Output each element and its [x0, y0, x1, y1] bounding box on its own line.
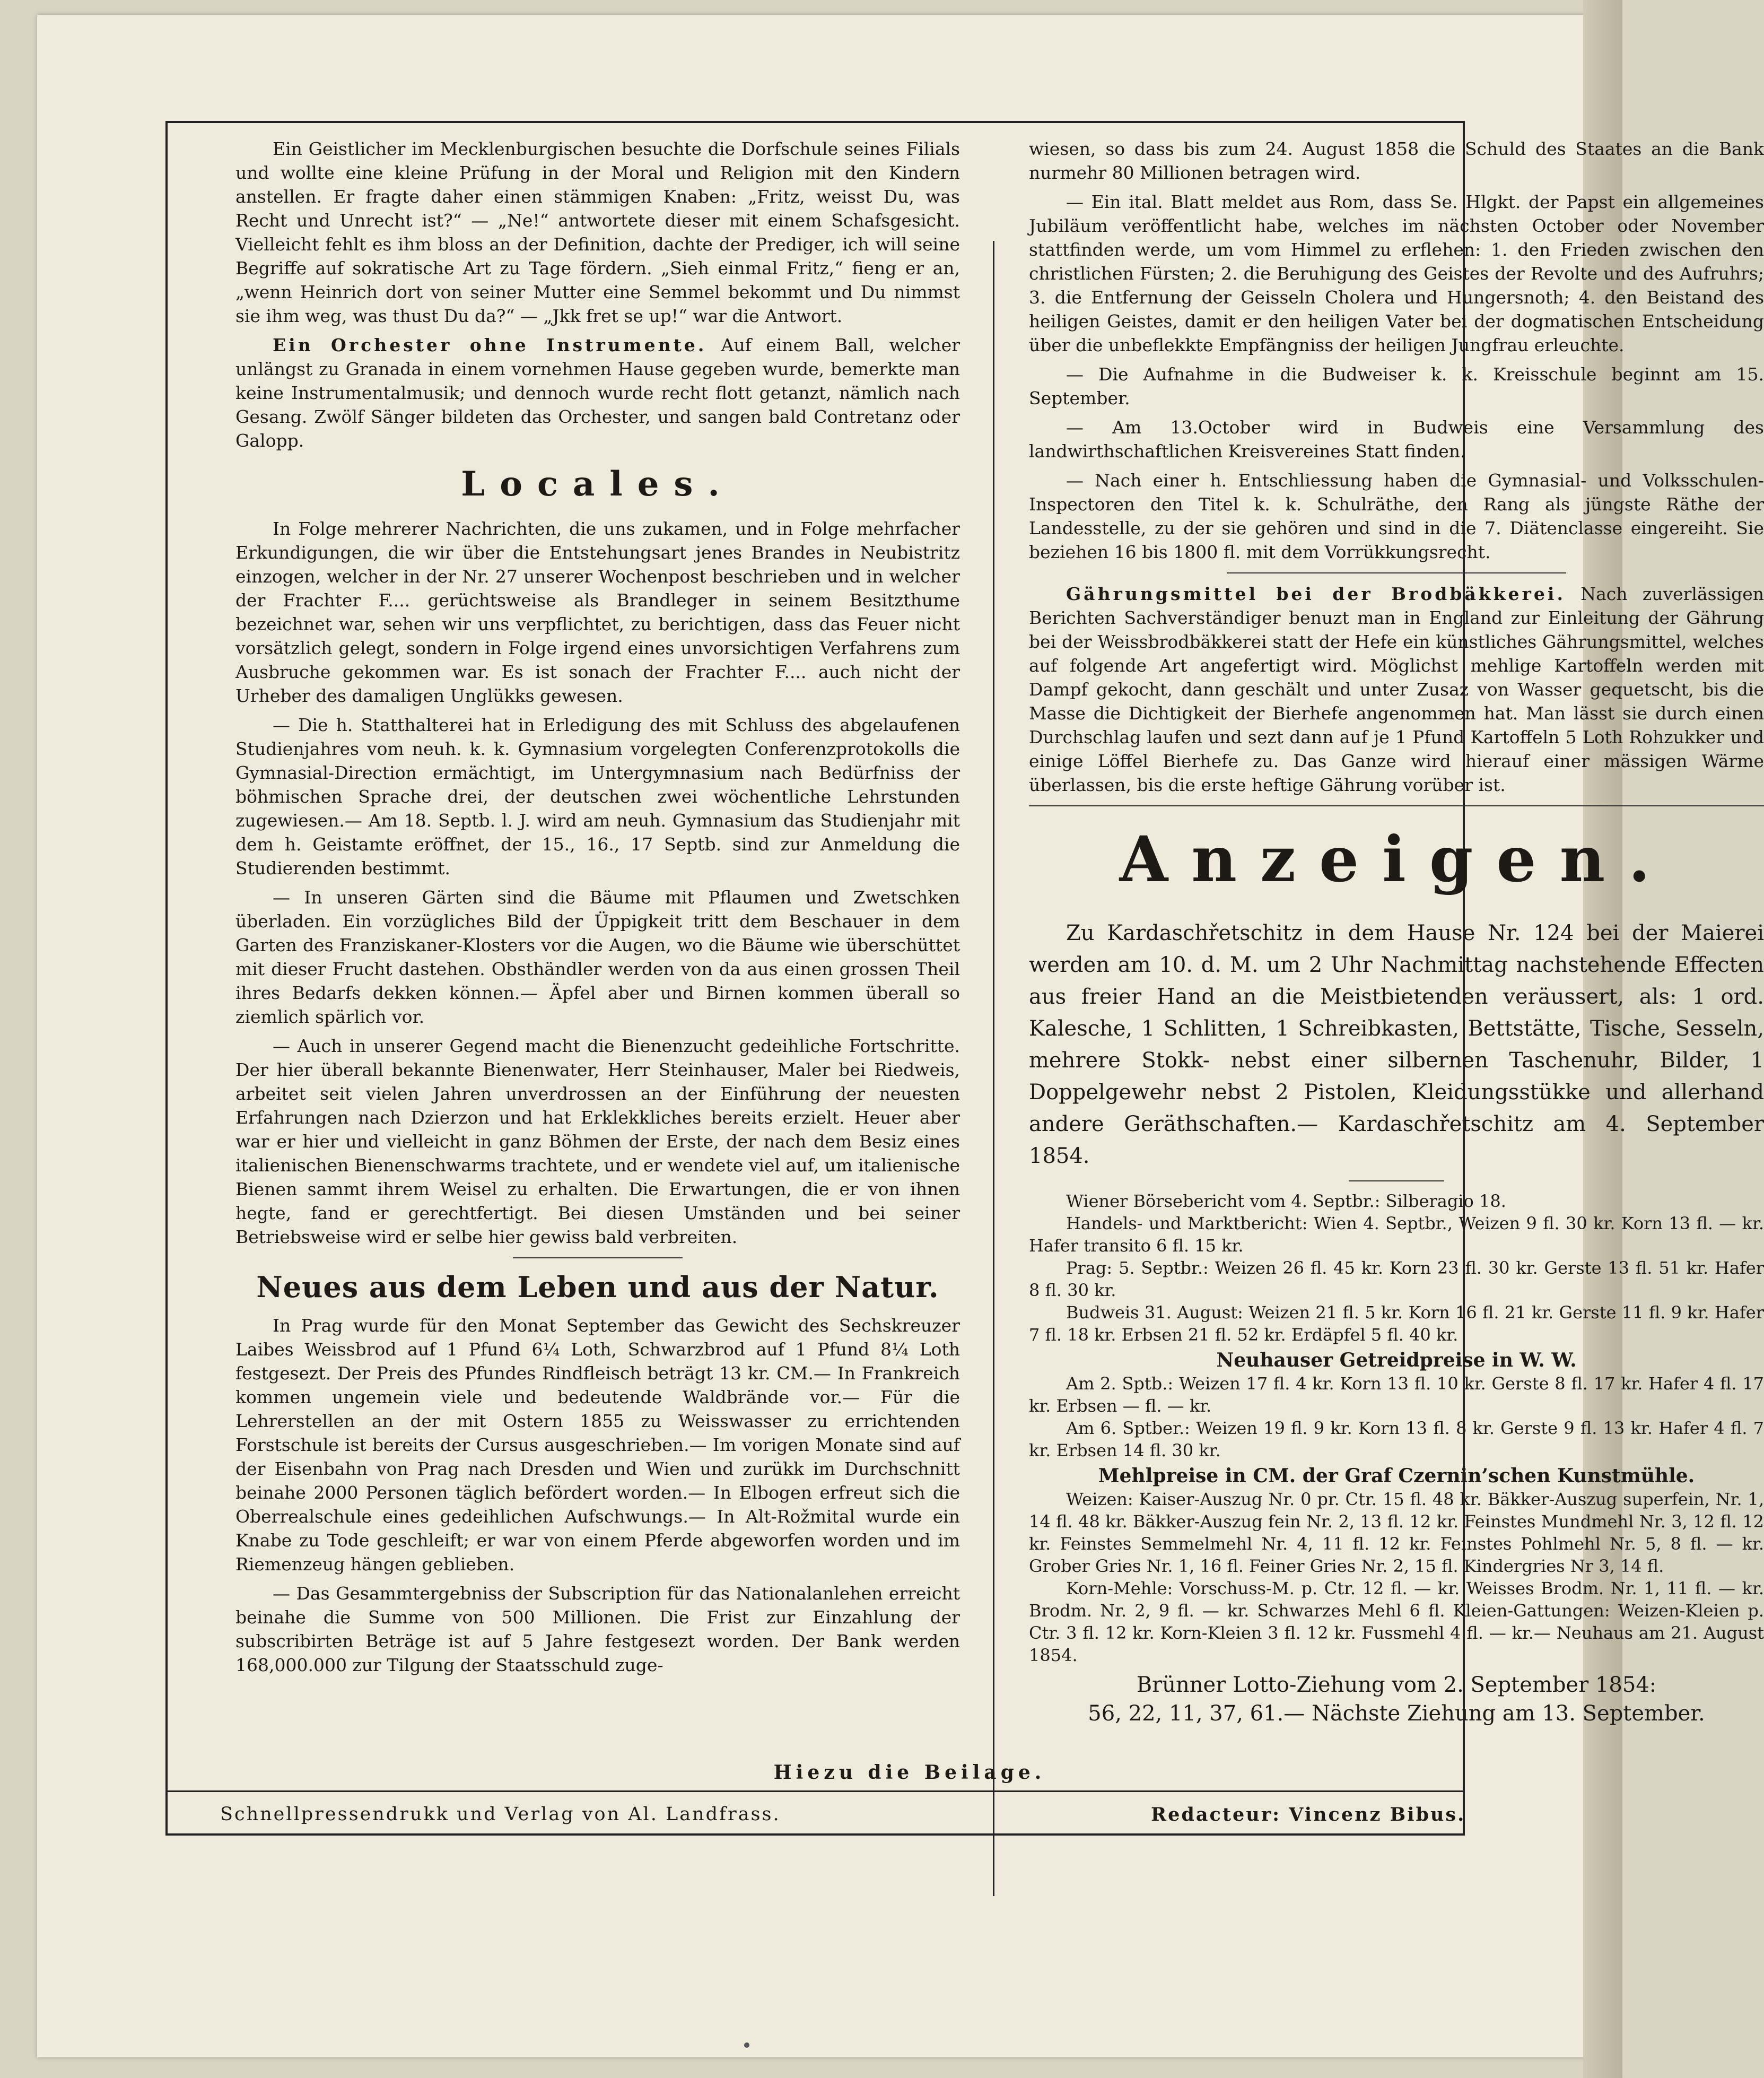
footer-rule	[165, 1790, 1465, 1792]
section-divider	[1029, 805, 1764, 806]
orchester-lead: Ein Orchester ohne Instrumente.	[273, 335, 707, 355]
locales-brand: In Folge mehrerer Nachrichten, die uns zukamen, und in Folge mehrfacher Erkundigungen, die wir über die Entstehungsart jenes Brandes in Neubistritz einzogen, welcher in der Nr. 27 unserer Wochenpost beschrieben und in welcher der Frachter F.... gerüchtsweise als Brandleger in seinem Besitzthume bezeichnet war, sehen wir uns verpflichtet, zu berichtigen, dass das Feuer nicht vorsätzlich gelegt, sondern in Folge irgend eines unvorsichtigen Verfahrens zum Ausbruche gekommen war. Es ist sonach der Frachter F.... auch nicht der Urheber des damaligen Unglükks gewesen.	[235, 518, 960, 706]
left-column	[235, 137, 967, 1682]
printer-imprint: Schnellpressendrukk und Verlag von Al. Landfrass.	[220, 1804, 781, 1825]
editor-imprint: Redacteur: Vincenz Bibus.	[1151, 1804, 1466, 1825]
neuhauser-6-sept: Am 6. Sptber.: Weizen 19 fl. 9 kr. Korn 13 fl. 8 kr. Gerste 9 fl. 13 kr. Hafer 4 fl. 7 kr. Erbsen 14 fl. 30 kr.	[1029, 1418, 1764, 1460]
neues-prag: In Prag wurde für den Monat September das Gewicht des Sechskreuzer Laibes Weissbrod auf 1 Pfund 6¼ Loth, Schwarzbrod auf 1 Pfund 8¼ Loth festgesezt. Der Preis des Pfundes Rindfleisch beträgt 13 kr. CM.— In Frankreich kommen ungemein viele und bedeutende Waldbrände vor.— Für die Lehrerstellen an der mit Ostern 1855 zu Weisswasser zu errichtenden Forstschule ist bereits der Cursus ausgeschrieben.— Im vorigen Monate sind auf der Eisenbahn von Prag nach Dresden und Wien und zurükk im Durchschnitt beinahe 2000 Personen täglich befördert worden.— In Elbogen erfreut sich die Oberrealschule eines gedeihlichen Aufschwungs.— In Alt-Rožmital wurde ein Knabe zu Tode geschleift; er war von einem Pferde abgeworfen worden und im Riemenzeug hängen geblieben.	[235, 1315, 960, 1575]
ad-auction: Zu Kardaschřetschitz in dem Hause Nr. 124 bei der Maierei werden am 10. d. M. um 2 Uhr Nachmittag nachstehende Effecten aus freier Hand an die Meistbietenden veräussert, als: 1 ord. Kalesche, 1 Schlitten, 1 Schreibkasten, Bettstätte, Tische, Sesseln, mehrere Stokk- nebst einer silbernen Taschenuhr, Bilder, 1 Doppelgewehr nebst 2 Pistolen, Kleidungsstükke und allerhand andere Geräthschaften.— Kardaschřetschitz am 4. September 1854.	[1029, 921, 1764, 1168]
right-column	[1021, 137, 1764, 1728]
neues-nationalanlehen: — Das Gesammtergebniss der Subscription für das Nationalanlehen erreicht beinahe die Summe von 500 Millionen. Die Frist zur Einzahlung der subscribirten Beträge ist auf 5 Jahre festgesezt worden. Der Bank werden 168,000.000 zur Tilgung der Staatsschuld zuge-	[235, 1583, 960, 1675]
news-schulraethe: — Nach einer h. Entschliessung haben die Gymnasial- und Volksschulen-Inspectoren den Titel k. k. Schulräthe, den Rang als jüngste Räthe der Landesstelle, zu der sie gehören und sind in die 7. Diätenclasse eingereiht. Sie beziehen 16 bis 1800 fl. mit dem Vorrükkungsrecht.	[1029, 470, 1764, 562]
mehlpreise-heading: Mehlpreise in CM. der Graf Czernin’schen Kunstmühle.	[1098, 1465, 1695, 1487]
gaehrungsmittel-body: Nach zuverlässigen Berichten Sachverständiger benuzt man in England zur Einleitung der Gährung bei der Weissbrodbäkkerei statt der Hefe ein künstliches Gährungsmittel, welches auf folgende Art angefertigt wird. Möglichst mehlige Kartoffeln werden mit Dampf gekocht, dann geschält und unter Zusaz von Wasser gequetscht, bis die Masse die Dichtigkeit der Bierhefe angenommen hat. Man lässt sie durch einen Durchschlag laufen und sezt dann auf je 1 Pfund Kartoffeln 5 Loth Rohzukker und einige Löffel Bierhefe zu. Das Ganze wird hierauf einer mässigen Wärme überlassen, bis die erste heftige Gährung vorüber ist.	[1029, 584, 1764, 795]
news-versammlung: — Am 13.October wird in Budweis eine Versammlung des landwirthschaftlichen Kreisvereines Statt finden.	[1029, 417, 1764, 462]
mehlpreise-weizen: Weizen: Kaiser-Auszug Nr. 0 pr. Ctr. 15 fl. 48 kr. Bäkker-Auszug superfein, Nr. 1, 14 fl. 48 kr. Bäkker-Auszug fein Nr. 2, 13 fl. 12 kr. Feinstes Mundmehl Nr. 3, 12 fl. 12 kr. Feinstes Semmelmehl Nr. 4, 11 fl. 12 kr. Feinstes Pohlmehl Nr. 5, 8 fl. — kr. Grober Gries Nr. 1, 16 fl. Feiner Gries Nr. 2, 15 fl. Kindergries Nr 3, 14 fl.	[1029, 1489, 1764, 1576]
locales-bienenzucht: — Auch in unserer Gegend macht die Bienenzucht gedeihliche Fortschritte. Der hier überall bekannte Bienenwater, Herr Steinhauser, Maler bei Riedweis, arbeitet seit vielen Jahren unverdrossen an der Einführung der neuesten Erfahrungen nach Dzierzon und hat Erklekkliches bereits erzielt. Heuer aber war er hier und vielleicht in ganz Böhmen der Erste, der nach dem Besiz eines italienischen Bienenschwarms trachtete, und er wendete viel auf, um italienische Bienen sammt ihrem Weisel zu erhalten. Die Erwartungen, die er von ihnen hegte, fand er gerechtfertigt. Bei diesen Umständen und bei seiner Betriebsweise wird er selbe hier gewiss bald verbreiten.	[235, 1036, 960, 1247]
gaehrungsmittel	[1029, 582, 1764, 797]
news-jubilaeum: — Ein ital. Blatt meldet aus Rom, dass Se. Hlgkt. der Papst ein allgemeines Jubiläum veröffentlicht habe, welches im nächsten October oder November stattfinden werde, um vom Himmel zu erflehen: 1. den Frieden zwischen den christlichen Fürsten; 2. die Beruhigung des Geistes der Revolte und des Aufruhrs; 3. die Entfernung der Geisseln Cholera und Hungersnoth; 4. den Beistand des heiligen Geistes, damit er den heiligen Vater bei der dogmatischen Entscheidung über die unbeflekkte Empfängniss der heiligen Jungfrau erleuchte.	[1029, 192, 1764, 355]
anzeigen-heading: Anzeigen.	[1119, 822, 1674, 896]
column-rule	[993, 241, 994, 1896]
page-mark	[744, 2042, 749, 2048]
boersebericht: Wiener Börsebericht vom 4. Septbr.: Silberagio 18.	[1066, 1191, 1506, 1211]
gaehrungsmittel-lead: Gährungsmittel bei der Brodbäkkerei.	[1066, 584, 1566, 604]
neues-heading: Neues aus dem Leben und aus der Natur.	[256, 1270, 939, 1304]
neuhauser-heading: Neuhauser Getreidpreise in W. W.	[1216, 1349, 1577, 1371]
market-reports	[1029, 1190, 1764, 1666]
section-divider	[1349, 1180, 1444, 1181]
marktbericht-prag: Prag: 5. Septbr.: Weizen 26 fl. 45 kr. Korn 23 fl. 30 kr. Gerste 13 fl. 51 kr. Hafer 8 fl. 30 kr.	[1029, 1258, 1764, 1300]
marktbericht-wien: Handels- und Marktbericht: Wien 4. Septbr., Weizen 9 fl. 30 kr. Korn 13 fl. — kr. Hafer transito 6 fl. 15 kr.	[1029, 1213, 1764, 1256]
page-frame	[165, 121, 1764, 1836]
lotto-title: Brünner Lotto-Ziehung vom 2. September 1854:	[1136, 1673, 1657, 1697]
lotto-numbers: 56, 22, 11, 37, 61.— Nächste Ziehung am 13. September.	[1088, 1701, 1705, 1726]
locales-statthalterei: — Die h. Statthalterei hat in Erledigung des mit Schluss des abgelaufenen Studienjahres vom neuh. k. k. Gymnasium vorgelegten Conferenzprotokolls die Gymnasial-Direction ermächtigt, im Untergymnasium nach Bedürfniss der böhmischen Sprache drei, der deutschen zwei wöchentliche Lehrstunden zugewiesen.— Am 18. Septb. l. J. wird am neuh. Gymnasium das Studienjahr mit dem h. Geistamte eröffnet, der 15., 16., 17 Septb. sind zur Anmeldung die Studierenden bestimmt.	[235, 715, 960, 879]
beilage-note: Hiezu die Beilage.	[773, 1761, 1046, 1784]
news-kreisschule: — Die Aufnahme in die Budweiser k. k. Kreisschule beginnt am 15. September.	[1029, 364, 1764, 408]
locales-gaerten: — In unseren Gärten sind die Bäume mit Pflaumen und Zwetschken überladen. Ein vorzügliches Bild der Üppigkeit tritt dem Beschauer in dem Garten des Franziskaner-Klosters vor die Augen, wo die Bäume wie überschüttet mit dieser Frucht dastehen. Obsthändler werden von da aus einen grossen Theil ihres Bedarfs dekken können.— Äpfel aber und Birnen kommen überall so ziemlich spärlich vor.	[235, 887, 960, 1027]
continued-bank: wiesen, so dass bis zum 24. August 1858 die Schuld des Staates an die Bank nurmehr 80 Millionen betragen wird.	[1029, 138, 1764, 183]
section-divider	[513, 1257, 683, 1258]
lotto-ziehung	[1029, 1671, 1764, 1728]
section-divider	[1227, 572, 1566, 573]
marktbericht-budweis: Budweis 31. August: Weizen 21 fl. 5 kr. Korn 16 fl. 21 kr. Gerste 11 fl. 9 kr. Hafer 7 fl. 18 kr. Erbsen 21 fl. 52 kr. Erdäpfel 5 fl. 40 kr.	[1029, 1302, 1764, 1345]
neuhauser-2-sept: Am 2. Sptb.: Weizen 17 fl. 4 kr. Korn 13 fl. 10 kr. Gerste 8 fl. 17 kr. Hafer 4 fl. 17 kr. Erbsen — fl. — kr.	[1029, 1373, 1764, 1416]
orchester-body: Auf einem Ball, welcher unlängst zu Granada in einem vornehmen Hause gegeben wurde, bemerkte man keine Instrumentalmusik; und dennoch wurde recht flott getanzt, nämlich nach Gesang. Zwölf Sänger bildeten das Orchester, und sangen bald Contretanz oder Galopp.	[235, 335, 960, 451]
mehlpreise-korn: Korn-Mehle: Vorschuss-M. p. Ctr. 12 fl. — kr. Weisses Brodm. Nr. 1, 11 fl. — kr. Brodm. Nr. 2, 9 fl. — kr. Schwarzes Mehl 6 fl. Kleien-Gattungen: Weizen-Kleien p. Ctr. 3 fl. 12 kr. Korn-Kleien 3 fl. 12 kr. Fussmehl 4 fl. — kr.— Neuhaus am 21. August 1854.	[1029, 1578, 1764, 1665]
anecdote-orchester	[235, 333, 960, 453]
advertisement	[1029, 917, 1764, 1172]
anecdote-geistlicher: Ein Geistlicher im Mecklenburgischen besuchte die Dorfschule seines Filials und wollte eine kleine Prüfung in der Moral und Religion mit den Kindern anstellen. Er fragte daher einen stämmigen Knaben: „Fritz, weisst Du, was Recht und Unrecht ist?“ — „Ne!“ antwortete dieser mit einem Schafsgesicht. Vielleicht fehlt es ihm bloss an der Definition, dachte der Prediger, ich will seine Begriffe auf sokratische Art zu Tage fördern. „Sieh einmal Fritz,“ fieng er an, „wenn Heinrich dort von seiner Mutter eine Semmel bekommt und Du nimmst sie ihm weg, was thust Du da?“ — „Jkk fret se up!“ war die Antwort.	[235, 138, 960, 326]
locales-heading: Locales.	[461, 464, 735, 504]
